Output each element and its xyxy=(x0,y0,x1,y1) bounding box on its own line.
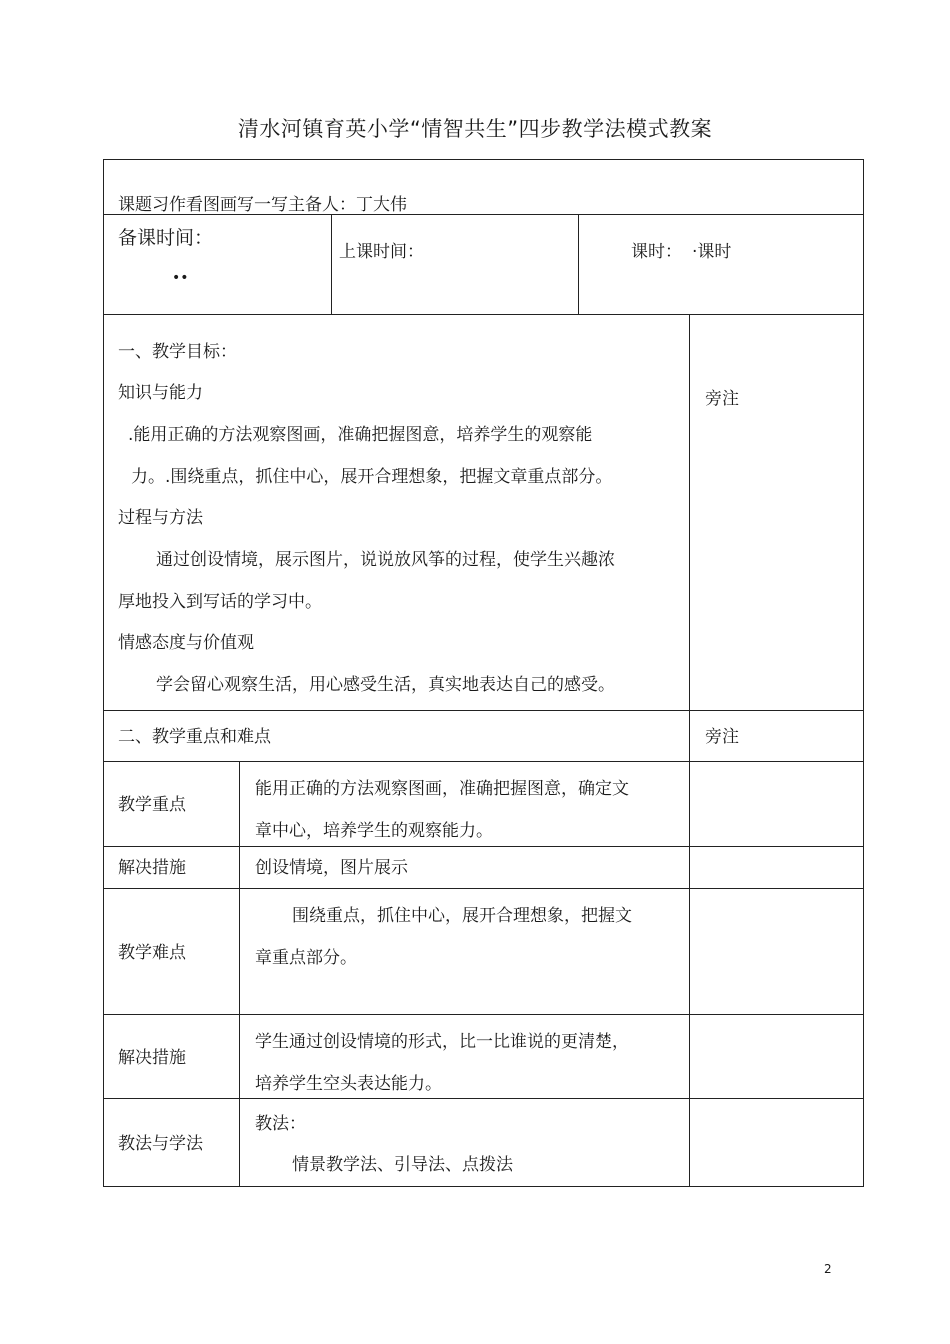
process-heading: 过程与方法 xyxy=(118,508,203,528)
row-divider xyxy=(103,1098,864,1099)
page-title: 清水河镇育英小学“情智共生”四步教学法模式教案 xyxy=(237,117,713,141)
row-label: 教法与学法 xyxy=(118,1134,203,1154)
row-label: 教学难点 xyxy=(118,943,186,963)
row-content: 创设情境，图片展示 xyxy=(255,858,408,878)
row-label: 解决措施 xyxy=(118,858,186,878)
class-time-label: 上课时间： xyxy=(339,242,424,262)
column-divider xyxy=(689,314,690,1187)
row-content: 章中心，培养学生的观察能力。 xyxy=(255,821,493,841)
row-content: 学生通过创设情境的形式，比一比谁说的更清楚， xyxy=(255,1032,629,1052)
row-content: 教法： xyxy=(255,1114,306,1134)
row-divider xyxy=(103,846,864,847)
row-divider xyxy=(103,314,864,315)
period-value: ·课时 xyxy=(692,242,732,262)
row-divider xyxy=(103,1014,864,1015)
objectives-heading: 一、教学目标： xyxy=(118,342,237,362)
row-label: 解决措施 xyxy=(118,1048,186,1068)
row-content: 章重点部分。 xyxy=(255,948,357,968)
row-divider xyxy=(103,761,864,762)
row-content: 围绕重点，抓住中心，展开合理想象，把握文 xyxy=(292,906,632,926)
knowledge-heading: 知识与能力 xyxy=(118,383,203,403)
row-content: 情景教学法、引导法、点拨法 xyxy=(292,1155,513,1175)
side-note: 旁注 xyxy=(705,727,739,747)
emotion-heading: 情感态度与价值观 xyxy=(118,633,254,653)
process-line: 厚地投入到写话的学习中。 xyxy=(118,592,322,612)
topic-line: 课题习作看图画写一写主备人：丁大伟 xyxy=(118,195,407,215)
side-note: 旁注 xyxy=(705,389,739,409)
emotion-line: 学会留心观察生活，用心感受生活，真实地表达自己的感受。 xyxy=(156,675,615,695)
knowledge-line: .能用正确的方法观察图画，准确把握图意，培养学生的观察能 xyxy=(128,425,593,445)
page-number: 2 xyxy=(824,1262,832,1276)
prep-time-value: •• xyxy=(172,270,189,286)
prep-time-label: 备课时间： xyxy=(118,227,214,249)
knowledge-line: 力。.围绕重点，抓住中心，展开合理想象，把握文章重点部分。 xyxy=(131,467,613,487)
row-content: 培养学生空头表达能力。 xyxy=(255,1074,442,1094)
period-label: 课时： xyxy=(631,242,682,262)
column-divider xyxy=(578,214,579,314)
row-content: 能用正确的方法观察图画，准确把握图意，确定文 xyxy=(255,779,629,799)
column-divider xyxy=(239,761,240,1187)
column-divider xyxy=(331,214,332,314)
key-points-heading: 二、教学重点和难点 xyxy=(118,727,271,747)
process-line: 通过创设情境，展示图片，说说放风筝的过程，使学生兴趣浓 xyxy=(156,550,615,570)
row-divider xyxy=(103,710,864,711)
row-divider xyxy=(103,888,864,889)
row-label: 教学重点 xyxy=(118,795,186,815)
